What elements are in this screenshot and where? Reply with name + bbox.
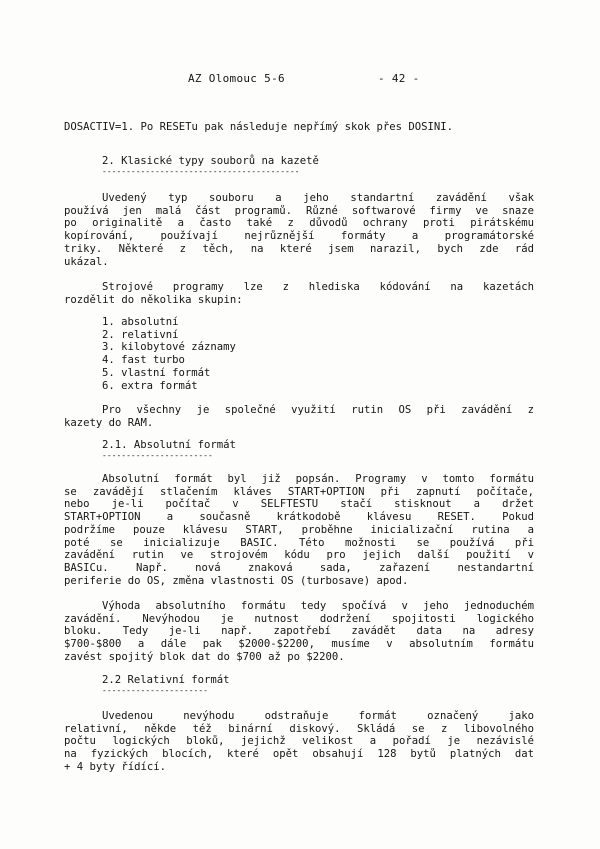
list-item: 2. relativní [102,328,179,341]
list-item: 5. vlastní formát [102,366,211,379]
text-line: se zavádějí stlačením kláves START+OPTION při zapnutí počítače, [64,485,534,498]
paragraph [64,710,534,774]
paragraph [64,281,534,306]
text-line: Výhoda absolutního formátu tedy spočívá v jeho jednoduchém [102,600,534,612]
text-line: nebo je-li počítač v SELFTESTU stačí stisknout a držet [64,498,534,511]
text-line: periferie do OS, změna vlastnosti OS (turbosave) apod. [64,574,409,587]
section-heading: 2.1. Absolutní formát [102,439,236,451]
text-line: rozdělit do několika skupin: [64,293,243,306]
format-list [102,316,236,392]
paragraph [64,600,534,664]
text-line: BASICu. Např. nová znaková sada, zařazení nestandartní [64,561,534,574]
list-item: 4. fast turbo [102,354,185,367]
list-item: 1. absolutní [102,316,179,328]
paragraph [64,473,534,587]
text-line: DOSACTIV=1. Po RESETu pak následuje nepřímý skok přes DOSINI. [64,121,454,133]
text-line: Strojové programy lze z hlediska kódování na kazetách [102,281,534,293]
text-line: po originalitě a často také z důvodů ochrany proti pirátskému [64,217,534,230]
text-line: Uvedenou nevýhodu odstraňuje formát označený jako [102,710,534,722]
text-line: zavádění. Nevýhodou je nutnost dodržení spojitosti logického [64,612,534,625]
text-line: kazety do RAM. [64,416,154,429]
text-line: podržíme pouze klávesu START, proběhne inicializační rutina a [64,523,534,536]
text-line: START+OPTION a současně krátkodobě klávesu RESET. Pokud [64,511,534,524]
paragraph [64,404,534,429]
text-line: triky. Některé z těch, na které jsem narazil, bych zde rád [64,242,534,255]
section-heading: 2.2 Relativní formát [102,674,230,686]
section-heading: 2. Klasické typy souborů na kazetě [102,155,319,167]
text-line: kopírování, používají nejrůznější formáty a programátorské [64,230,534,243]
text-line: Pro všechny je společné využití rutin OS při zavádění z [102,404,534,416]
text-line: poté se inicializuje BASIC. Této možnosti se používá při [64,536,534,549]
text-line: ukázal. [64,255,109,268]
text-line: zavést spojitý blok dat do $700 až po $2200. [64,650,345,663]
text-line: Uvedený typ souboru a jeho standartní zavádění však [102,192,534,204]
intro-paragraph [64,121,534,134]
paragraph [64,192,534,268]
list-item: 6. extra formát [102,379,198,392]
text-line: zavádění rutin ve strojovém kódu pro jejich další použití v [64,549,534,562]
text-line: bloku. Tedy je-li např. zapotřebí zavádět data na adresy [64,625,534,638]
page-number: - 42 - [378,72,420,85]
heading-underline: ----------------------- [102,452,213,460]
text-line: počtu logických bloků, jejichž velikost a pořadí je nezávislé [64,735,534,748]
text-line: relativní, někde též binární diskový. Skládá se z libovolného [64,722,534,735]
text-line: + 4 byty řídící. [64,760,167,773]
text-line: Absolutní formát byl již popsán. Programy v tomto formátu [102,473,534,485]
header-title: AZ Olomouc 5-6 [188,72,285,85]
heading-underline: ----------------------------------------- [102,168,300,176]
text-line: používá jen malá část programů. Různé softwarové firmy ve snaze [64,204,534,217]
heading-underline: ---------------------- [102,687,208,695]
list-item: 3. kilobytové záznamy [102,341,236,354]
text-line: $700-$800 a dále pak $2000-$2200, musíme v absolutním formátu [64,638,534,651]
text-line: na fyzických blocích, které opět obsahují 128 bytů platných dat [64,748,534,761]
